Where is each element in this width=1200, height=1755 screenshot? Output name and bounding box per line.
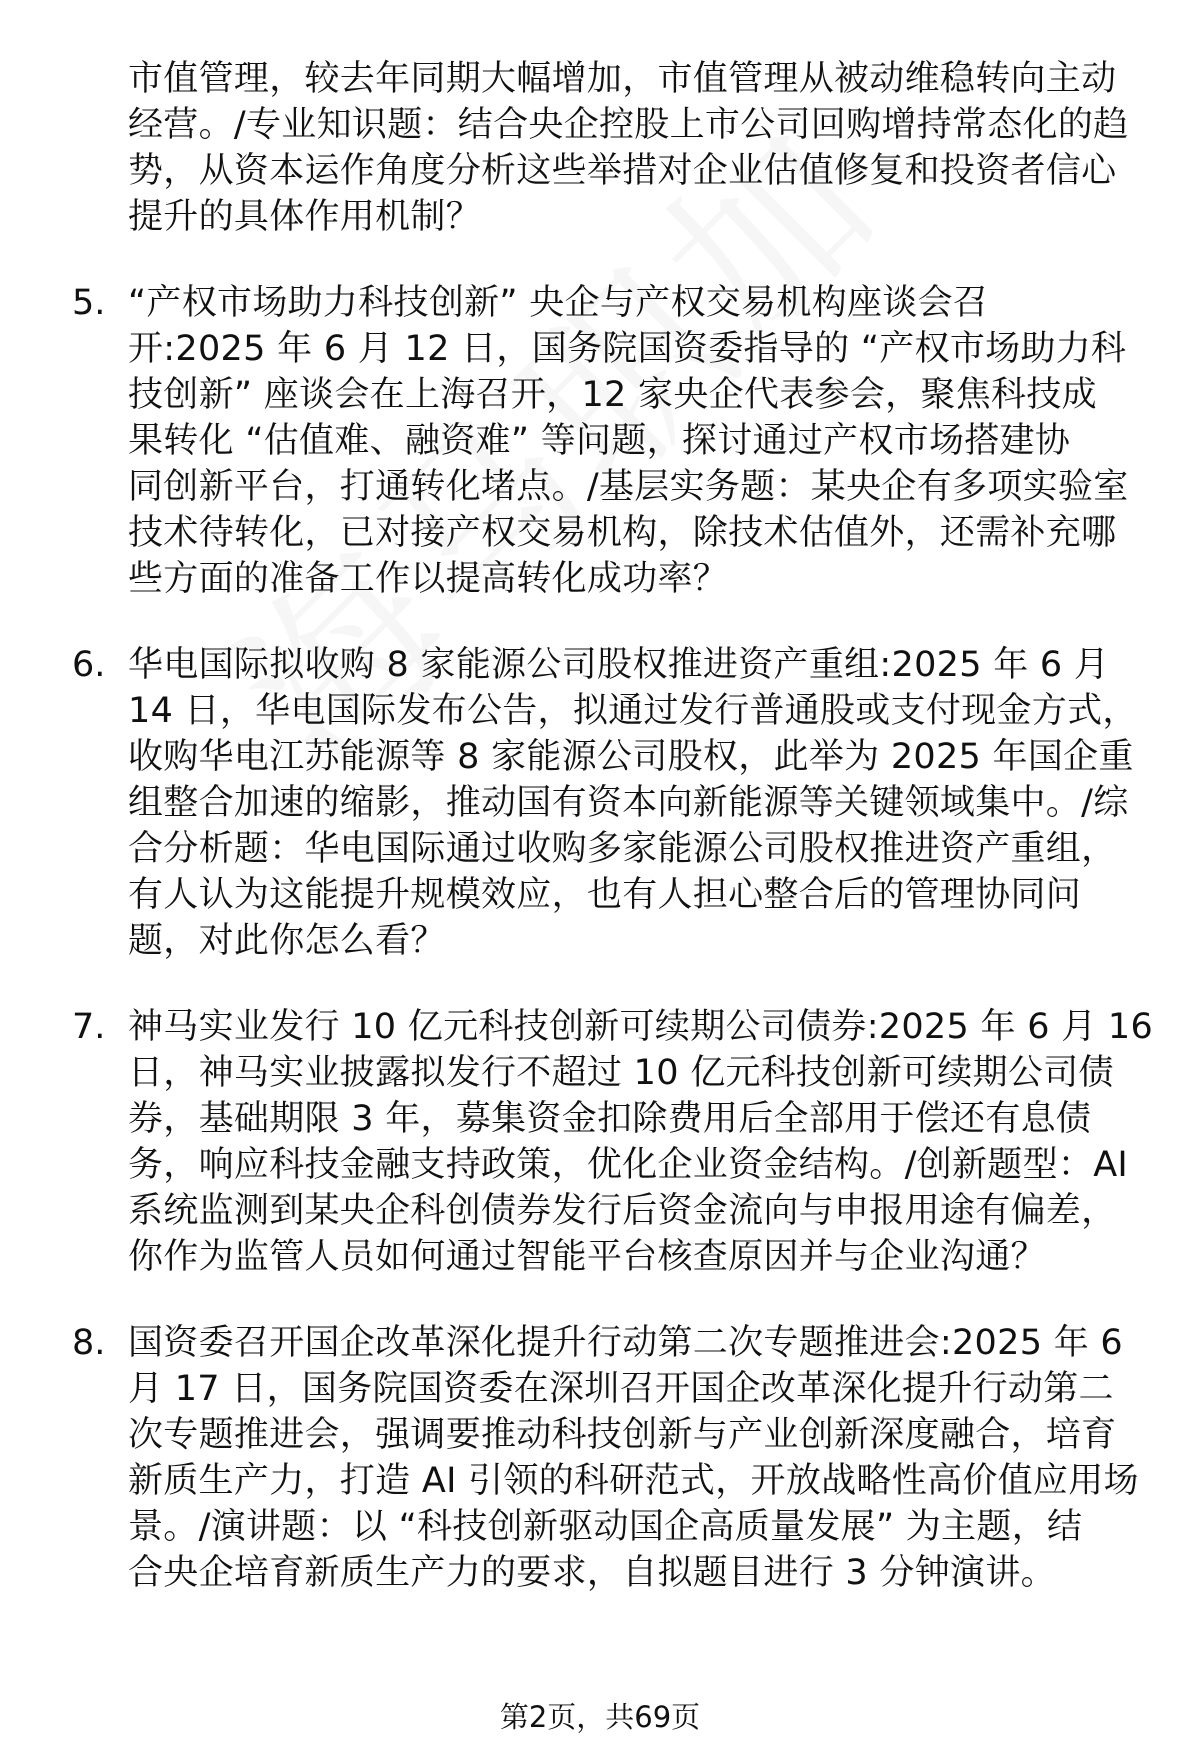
text-line: 务，响应科技金融支持政策，优化企业资金结构。/创新题型：AI [128, 1145, 1129, 1185]
text-line: 市值管理，较去年同期大幅增加，市值管理从被动维稳转向主动 [128, 59, 1117, 99]
text-line: 券，基础期限 3 年，募集资金扣除费用后全部用于偿还有息债 [128, 1099, 1092, 1139]
text-line: 新质生产力，打造 AI 引领的科研范式，开放战略性高价值应用场 [128, 1461, 1139, 1501]
text-line: 日，神马实业披露拟发行不超过 10 亿元科技创新可续期公司债 [128, 1053, 1114, 1093]
text-line: 次专题推进会，强调要推动科技创新与产业创新深度融合，培育 [128, 1415, 1117, 1455]
item-number: 5. [72, 283, 106, 323]
text-line: “产权市场助力科技创新” 央企与产权交易机构座谈会召 [128, 283, 989, 323]
text-line: 题，对此你怎么看？ [128, 921, 446, 961]
text-line: 华电国际拟收购 8 家能源公司股权推进资产重组:2025 年 6 月 [128, 645, 1110, 685]
text-line: 14 日，华电国际发布公告，拟通过发行普通股或支付现金方式， [128, 691, 1138, 731]
text-line: 提升的具体作用机制？ [128, 197, 482, 237]
item-number: 8. [72, 1323, 106, 1363]
text-line: 系统监测到某央企科创债券发行后资金流向与申报用途有偏差， [128, 1191, 1117, 1231]
page-footer: 第2页，共69页 [499, 1700, 701, 1734]
text-line: 果转化 “估值难、融资难” 等问题，探讨通过产权市场搭建协 [128, 421, 1071, 461]
text-line: 有人认为这能提升规模效应，也有人担心整合后的管理协同问 [128, 875, 1082, 915]
item-number: 6. [72, 645, 106, 685]
text-line: 景。/演讲题：以 “科技创新驱动国企高质量发展” 为主题，结 [128, 1507, 1083, 1547]
text-line: 收购华电江苏能源等 8 家能源公司股权，此举为 2025 年国企重 [128, 737, 1134, 777]
item-number: 7. [72, 1007, 106, 1047]
text-line: 合央企培育新质生产力的要求，自拟题目进行 3 分钟演讲。 [128, 1553, 1056, 1593]
text-line: 势，从资本运作角度分析这些举措对企业估值修复和投资者信心 [128, 151, 1117, 191]
text-line: 合分析题：华电国际通过收购多家能源公司股权推进资产重组， [128, 829, 1117, 869]
text-line: 你作为监管人员如何通过智能平台核查原因并与企业沟通？ [128, 1237, 1046, 1277]
text-line: 技创新” 座谈会在上海召开，12 家央企代表参会，聚焦科技成 [128, 375, 1097, 415]
text-line: 开:2025 年 6 月 12 日，国务院国资委指导的 “产权市场助力科 [128, 329, 1127, 369]
text-line: 经营。/专业知识题：结合央企控股上市公司回购增持常态化的趋 [128, 105, 1129, 145]
text-line: 组整合加速的缩影，推动国有资本向新能源等关键领域集中。/综 [128, 783, 1129, 823]
text-line: 月 17 日，国务院国资委在深圳召开国企改革深化提升行动第二 [128, 1369, 1114, 1409]
text-line: 技术待转化，已对接产权交易机构，除技术估值外，还需补充哪 [128, 513, 1117, 553]
text-line: 同创新平台，打通转化堵点。/基层实务题：某央企有多项实验室 [128, 467, 1129, 507]
text-line: 国资委召开国企改革深化提升行动第二次专题推进会:2025 年 6 [128, 1323, 1123, 1363]
text-line: 些方面的准备工作以提高转化成功率？ [128, 559, 729, 599]
text-line: 神马实业发行 10 亿元科技创新可续期公司债券:2025 年 6 月 16 [128, 1007, 1154, 1047]
